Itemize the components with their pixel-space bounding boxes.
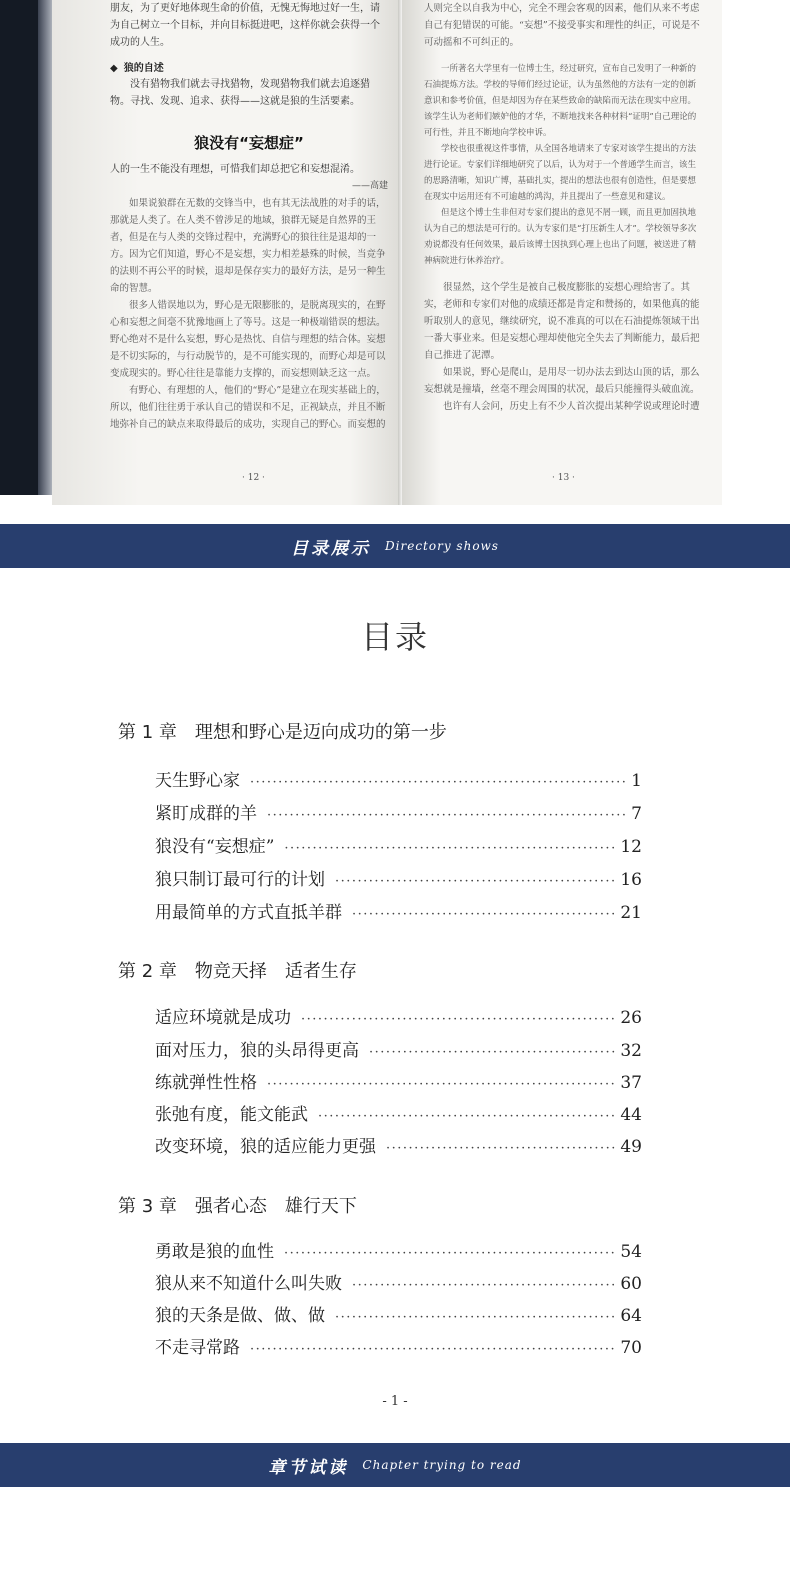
toc-entry-label: 不走寻常路 <box>155 1338 240 1358</box>
left-paragraph-3: 有野心、有理想的人，他们的“野心”是建立在现实基础上的，所以，他们往往勇于承认自己的错误和不足，正视缺点，并且不断地弥补自己的缺点来取得最后的成功，实现自己的野心。而妄想的 <box>110 385 386 430</box>
toc-entry-label: 用最简单的方式直抵羊群 <box>155 903 342 923</box>
right-paragraph-2: 一所著名大学里有一位博士生，经过研究，宣布自己发明了一种新的石油提炼方法。学校的导师们经过论证，认为虽然他的方法有一定的创新意识和参考价值，但是却因为存在某些致命的缺陷而无法在现实中应用。该学生认为老师们嫉妒他的才华，不断地找来各种材料“证明”自己理论的可行性，并且不断地向学校申诉。 <box>424 64 697 138</box>
left-page-number: · 12 · <box>242 473 265 483</box>
toc-entry-label: 狼只制订最可行的计划 <box>155 870 325 890</box>
right-page <box>402 0 722 505</box>
dot-leader <box>284 841 616 856</box>
epigraph-attribution: ——高建 <box>351 181 388 191</box>
dot-leader <box>284 1246 616 1261</box>
toc-entry-page: 32 <box>620 1041 642 1061</box>
right-page-number: · 13 · <box>552 473 575 483</box>
toc-entry-page: 1 <box>631 771 642 791</box>
chapter-number: 第 3 章 <box>118 1196 177 1217</box>
chapter-heading <box>118 957 357 983</box>
directory-banner-title: 目录展示 <box>291 538 372 559</box>
chapter-section-title: 狼没有“妄想症” <box>194 134 304 152</box>
left-top-paragraph: 朋友，为了更好地体现生命的价值，无愧无悔地过好一生，请为自己树立一个目标，并向目标挺进吧，这样你就会获得一个成功的人生。 <box>110 3 380 48</box>
chapter-banner-title: 章节试读 <box>268 1457 349 1478</box>
bottom-blank-area <box>0 1487 790 1569</box>
toc-entry-page: 26 <box>620 1008 642 1028</box>
dot-leader <box>267 1077 616 1092</box>
right-paragraph-7: 也许有人会问，历史上有不少人首次提出某种学说或理论时遭 <box>443 401 700 412</box>
toc-entry <box>155 1003 642 1027</box>
section-text: 没有猎物我们就去寻找猎物，发现猎物我们就去追逐猎物。寻找、发现、追求、获得——这就是狼的生活要素。 <box>110 79 370 107</box>
toc-entry-label: 勇敢是狼的血性 <box>155 1242 274 1262</box>
toc-entry-page: 54 <box>620 1242 642 1262</box>
table-of-contents <box>0 568 790 1443</box>
chapter-heading <box>118 1192 357 1218</box>
toc-title: 目录 <box>360 618 429 656</box>
toc-entry <box>155 898 642 922</box>
toc-entry-page: 37 <box>620 1073 642 1093</box>
toc-entry-page: 21 <box>620 903 642 923</box>
chapter-number: 第 1 章 <box>118 722 177 743</box>
toc-entry <box>155 1333 642 1357</box>
book-spread-photo <box>0 0 790 518</box>
dot-leader <box>267 808 627 823</box>
toc-entry-page: 64 <box>620 1306 642 1326</box>
dot-leader <box>250 1342 616 1357</box>
toc-entry <box>155 865 642 889</box>
dot-leader <box>301 1012 616 1027</box>
toc-entry-label: 狼从来不知道什么叫失败 <box>155 1274 342 1294</box>
directory-banner <box>0 524 790 568</box>
toc-entry-page: 7 <box>631 804 642 824</box>
left-paragraph-1: 如果说狼群在无数的交锋当中，也有其无法战胜的对手的话，那就是人类了。在人类不曾涉足的地域，狼群无疑是自然界的王者，但是在与人类的交锋过程中，充满野心的狼往往是退却的一方。因为它们知道，野心不是妄想，实力相差悬殊的时候，当竞争的法则不再公平的时候，退却是保存实力的最好方法，是另一种生命的智慧。 <box>110 198 386 294</box>
right-paragraph-3: 学校也很重视这件事情，从全国各地请来了专家对该学生提出的方法进行论证。专家们详细地研究了以后，认为对于一个普通学生而言，该生的思路清晰，知识广博，基础扎实，提出的想法也很有创造性，但是要想在现实中运用还有不可逾越的鸿沟，并且提出了一些意见和建议。 <box>424 144 697 202</box>
dot-leader <box>352 907 616 922</box>
toc-entry <box>155 1068 642 1092</box>
toc-entry <box>155 1237 642 1261</box>
dot-leader <box>352 1278 616 1293</box>
right-paragraph-1: 人则完全以自我为中心，完全不理会客观的因素，他们从来不考虑自己有犯错误的可能。“妄想”不接受事实和理性的纠正，可说是不可动摇和不可纠正的。 <box>424 3 700 48</box>
dot-leader <box>369 1045 616 1060</box>
toc-entry-label: 狼没有“妄想症” <box>155 837 275 857</box>
toc-entry-label: 狼的天条是做、做、做 <box>155 1306 325 1326</box>
toc-entry <box>155 1100 642 1124</box>
toc-entry-page: 60 <box>620 1274 642 1294</box>
chapter-banner-subtitle: Chapter trying to read <box>362 1458 522 1472</box>
toc-page-number: - 1 - <box>382 1394 408 1409</box>
dot-leader <box>335 1310 616 1325</box>
dot-leader <box>386 1141 616 1156</box>
toc-entry <box>155 1132 642 1156</box>
epigraph-quote: 人的一生不能没有理想，可惜我们却总把它和妄想混淆。 <box>110 164 360 175</box>
right-paragraph-4: 但是这个博士生非但对专家们提出的意见不屑一顾，而且更加固执地认为自己的想法是可行的。认为专家们是“打压新生人才”。学校领导多次劝说都没有任何效果，最后该博士因执到心理上也出了问题，被送进了精神病院进行休养治疗。 <box>424 208 697 266</box>
toc-entry-label: 改变环境，狼的适应能力更强 <box>155 1137 376 1157</box>
chapter-title: 物竞天择 适者生存 <box>194 961 357 982</box>
diamond-bullet-icon: ◆ <box>110 63 118 74</box>
toc-entry <box>155 832 642 856</box>
toc-entry-label: 练就弹性性格 <box>155 1073 257 1093</box>
toc-entry <box>155 1036 642 1060</box>
toc-entry-page: 12 <box>620 837 642 857</box>
toc-entry <box>155 1301 642 1325</box>
chapter-title: 理想和野心是迈向成功的第一步 <box>194 722 447 743</box>
left-paragraph-2: 很多人错误地以为，野心是无限膨胀的，是脱离现实的，在野心和妄想之间毫不犹豫地画上了等号。这是一种极端错误的想法。野心绝对不是什么妄想，野心是热忱、自信与理想的结合体。妄想是不切实际的，与行动脱节的，是不可能实现的，而野心却是可以变成现实的。野心往往是靠能力支撑的，而妄想则缺乏这一点。 <box>110 300 386 379</box>
toc-entry-page: 16 <box>620 870 642 890</box>
toc-entry-label: 张弛有度，能文能武 <box>155 1105 308 1125</box>
toc-entry <box>155 766 642 790</box>
right-paragraph-6: 如果说，野心是爬山，是用尽一切办法去到达山顶的话，那么妄想就是撞墙，丝毫不理会周围的状况，最后只能撞得头破血流。 <box>424 367 700 395</box>
toc-entry-page: 49 <box>620 1137 642 1157</box>
right-paragraph-5: 很显然，这个学生是被自己极度膨胀的妄想心理给害了。其实，老师和专家们对他的成绩还都是肯定和赞扬的，如果他真的能听取别人的意见，继续研究，说不准真的可以在石油提炼领域干出一番大事业来。但是妄想心理却使他完全失去了判断能力，最后把自己推进了泥潭。 <box>424 282 700 361</box>
chapter-number: 第 2 章 <box>118 961 177 982</box>
chapter-heading <box>118 718 447 744</box>
dot-leader <box>335 874 616 889</box>
toc-entry-label: 紧盯成群的羊 <box>155 804 257 824</box>
toc-entry-page: 44 <box>620 1105 642 1125</box>
section-heading-text: 狼的自述 <box>123 63 164 74</box>
toc-entry <box>155 1269 642 1293</box>
toc-entry-label: 天生野心家 <box>155 771 240 791</box>
chapter-title: 强者心态 雄行天下 <box>194 1196 357 1217</box>
toc-entry-label: 面对压力，狼的头昂得更高 <box>155 1041 359 1061</box>
left-page <box>52 0 402 505</box>
dot-leader <box>250 775 627 790</box>
chapter-preview-banner <box>0 1443 790 1487</box>
directory-banner-subtitle: Directory shows <box>385 539 499 553</box>
toc-entry <box>155 799 642 823</box>
dot-leader <box>318 1109 616 1124</box>
toc-entry-label: 适应环境就是成功 <box>155 1008 291 1028</box>
toc-entry-page: 70 <box>620 1338 642 1358</box>
section-heading <box>110 59 388 74</box>
